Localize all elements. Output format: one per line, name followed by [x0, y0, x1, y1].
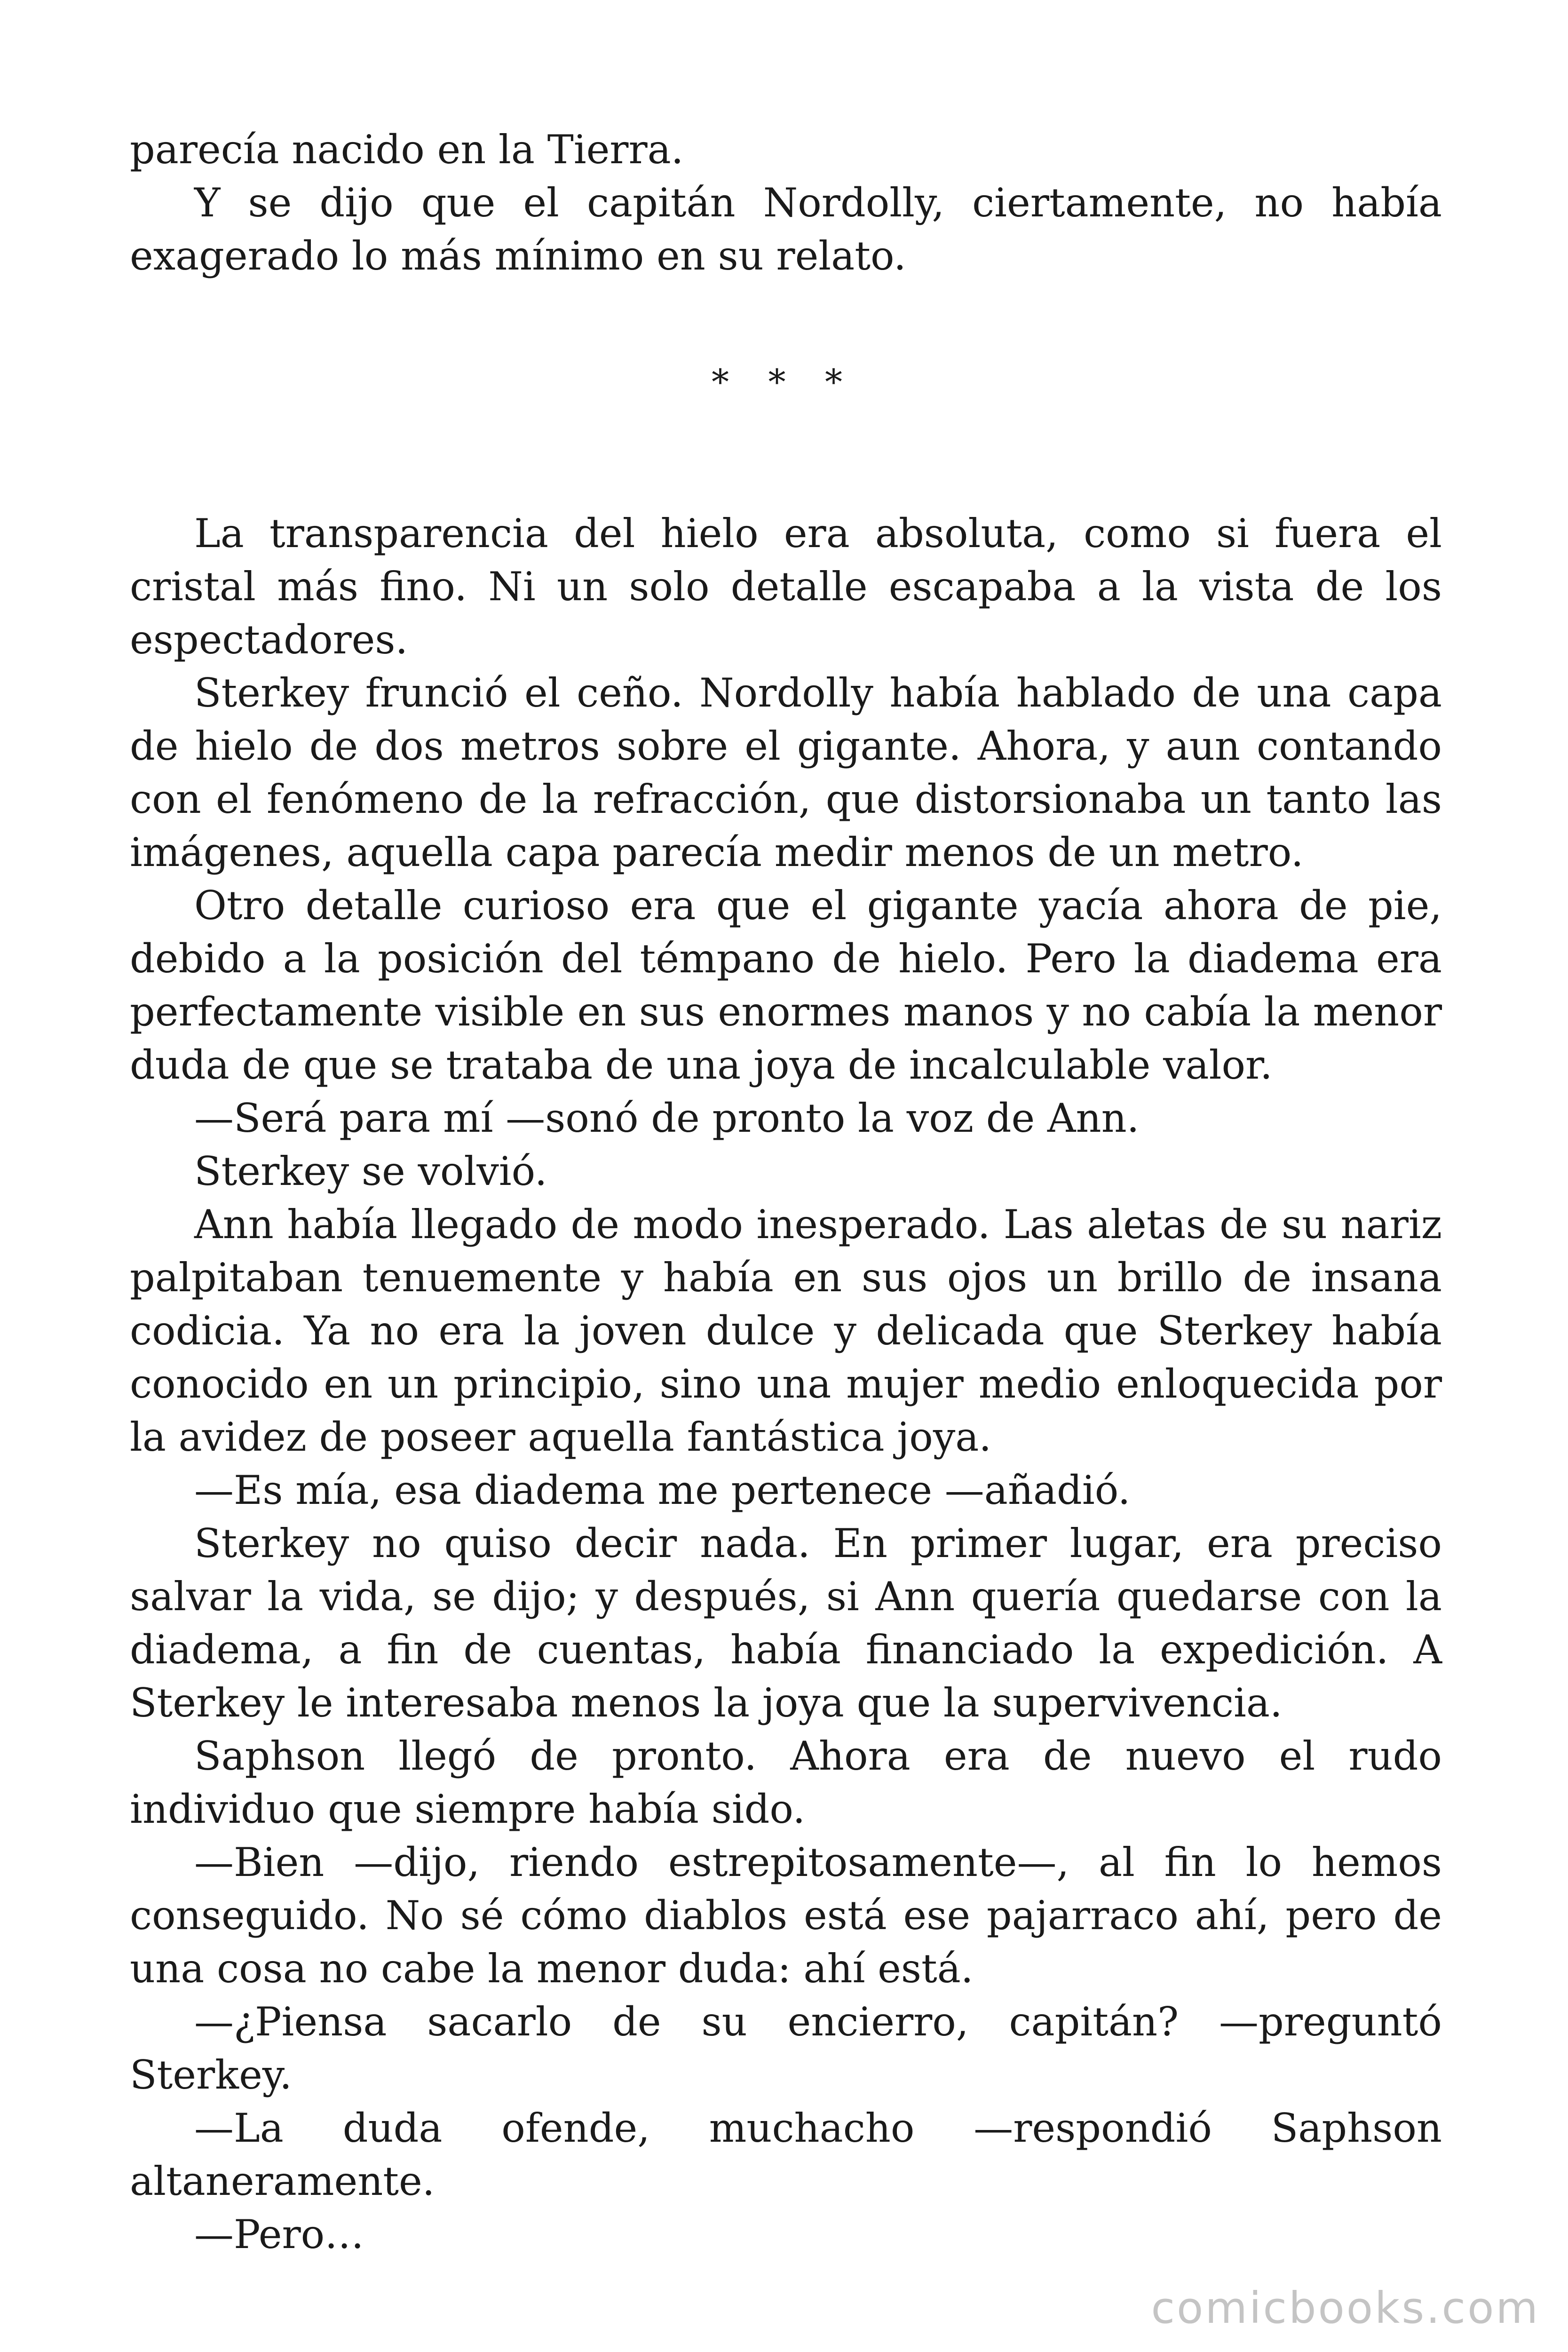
paragraph: Sterkey no quiso decir nada. En primer lugar, era preciso salvar la vida, se dijo; y después, si Ann quería quedarse con la diadema, a fin de cuentas, había financiado la expedición. A Sterkey le interesaba menos la joya que la supervivencia. — [130, 1520, 1442, 1726]
dialogue-paragraph: —Será para mí —sonó de pronto la voz de Ann. — [194, 1095, 1140, 1141]
paragraph: Y se dijo que el capitán Nordolly, ciertamente, no había exagerado lo más mínimo en su relato. — [130, 180, 1442, 279]
paragraph: La transparencia del hielo era absoluta, como si fuera el cristal más fino. Ni un solo detalle escapaba a la vista de los espectadores. — [130, 510, 1442, 663]
dialogue-paragraph: —Es mía, esa diadema me pertenece —añadió. — [194, 1467, 1131, 1513]
paragraph: Sterkey se volvió. — [194, 1148, 547, 1194]
paragraph: Sterkey frunció el ceño. Nordolly había hablado de una capa de hielo de dos metros sobre el gigante. Ahora, y aun contando con el fenómeno de la refracción, que distorsionaba un tanto las imágenes, aquella capa parecía medir menos de un metro. — [130, 670, 1442, 875]
dialogue-paragraph: —¿Piensa sacarlo de su encierro, capitán? —preguntó Sterkey. — [130, 1999, 1442, 2098]
dialogue-paragraph: —Bien —dijo, riendo estrepitosamente—, al fin lo hemos conseguido. No sé cómo diablos está ese pajarraco ahí, pero de una cosa no cabe la menor duda: ahí está. — [130, 1839, 1442, 1992]
section-separator: * * * — [711, 362, 857, 403]
dialogue-paragraph: —Pero… — [194, 2211, 364, 2257]
watermark: comicbooks.com — [1151, 2283, 1540, 2333]
dialogue-paragraph: —La duda ofende, muchacho —respondió Saphson altaneramente. — [130, 2105, 1442, 2204]
paragraph: Ann había llegado de modo inesperado. Las aletas de su nariz palpitaban tenuemente y había en sus ojos un brillo de insana codicia. Ya no era la joven dulce y delicada que Sterkey había conocido en un principio, sino una mujer medio enloquecida por la avidez de poseer aquella fantástica joya. — [130, 1201, 1442, 1460]
paragraph: parecía nacido en la Tierra. — [130, 127, 684, 173]
paragraph: Saphson llegó de pronto. Ahora era de nuevo el rudo individuo que siempre había sido. — [130, 1733, 1442, 1832]
text-block-top — [130, 123, 1442, 283]
paragraph: Otro detalle curioso era que el gigante yacía ahora de pie, debido a la posición del témpano de hielo. Pero la diadema era perfectamente visible en sus enormes manos y no cabía la menor duda de que se trataba de una joya de incalculable valor. — [130, 882, 1442, 1088]
text-block-main — [130, 507, 1442, 2261]
